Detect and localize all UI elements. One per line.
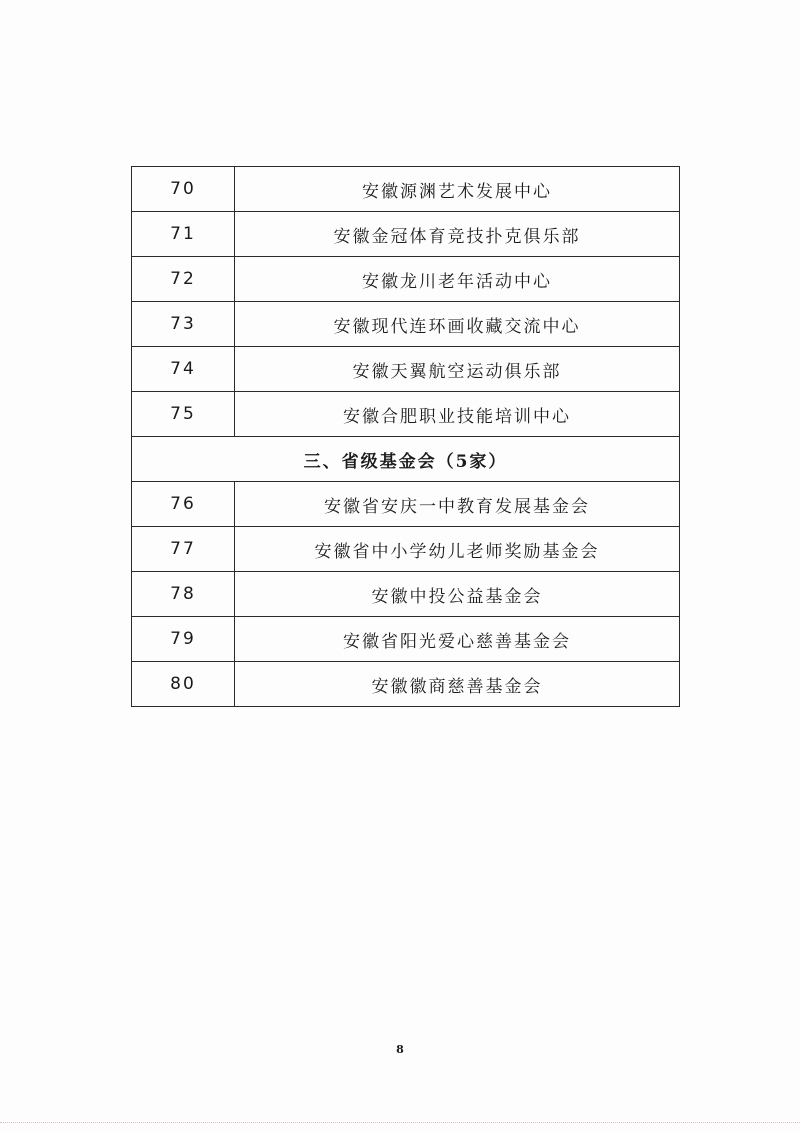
table-row <box>132 482 680 527</box>
organization-name: 安徽源渊艺术发展中心 <box>235 167 680 212</box>
page-number: 8 <box>396 1043 404 1056</box>
organization-name: 安徽省安庆一中教育发展基金会 <box>235 482 680 527</box>
section-row <box>132 437 680 482</box>
table-row <box>132 392 680 437</box>
organization-name: 安徽徽商慈善基金会 <box>235 662 680 707</box>
organization-name: 安徽合肥职业技能培训中心 <box>235 392 680 437</box>
table-row <box>132 167 680 212</box>
organization-table <box>131 166 680 707</box>
organization-name: 安徽龙川老年活动中心 <box>235 257 680 302</box>
row-number: 70 <box>132 167 235 212</box>
table-row <box>132 527 680 572</box>
section-heading: 三、省级基金会（5家） <box>132 437 680 482</box>
organization-name: 安徽省中小学幼儿老师奖励基金会 <box>235 527 680 572</box>
row-number: 74 <box>132 347 235 392</box>
table-row <box>132 347 680 392</box>
row-number: 77 <box>132 527 235 572</box>
table-row <box>132 617 680 662</box>
table-row <box>132 257 680 302</box>
row-number: 72 <box>132 257 235 302</box>
row-number: 75 <box>132 392 235 437</box>
organization-name: 安徽现代连环画收藏交流中心 <box>235 302 680 347</box>
table-row <box>132 572 680 617</box>
organization-name: 安徽省阳光爱心慈善基金会 <box>235 617 680 662</box>
scan-edge-divider <box>0 1122 800 1123</box>
organization-name: 安徽中投公益基金会 <box>235 572 680 617</box>
table-row <box>132 302 680 347</box>
row-number: 79 <box>132 617 235 662</box>
row-number: 80 <box>132 662 235 707</box>
organization-name: 安徽天翼航空运动俱乐部 <box>235 347 680 392</box>
table-row <box>132 662 680 707</box>
row-number: 71 <box>132 212 235 257</box>
table-row <box>132 212 680 257</box>
row-number: 73 <box>132 302 235 347</box>
row-number: 76 <box>132 482 235 527</box>
row-number: 78 <box>132 572 235 617</box>
organization-name: 安徽金冠体育竞技扑克俱乐部 <box>235 212 680 257</box>
